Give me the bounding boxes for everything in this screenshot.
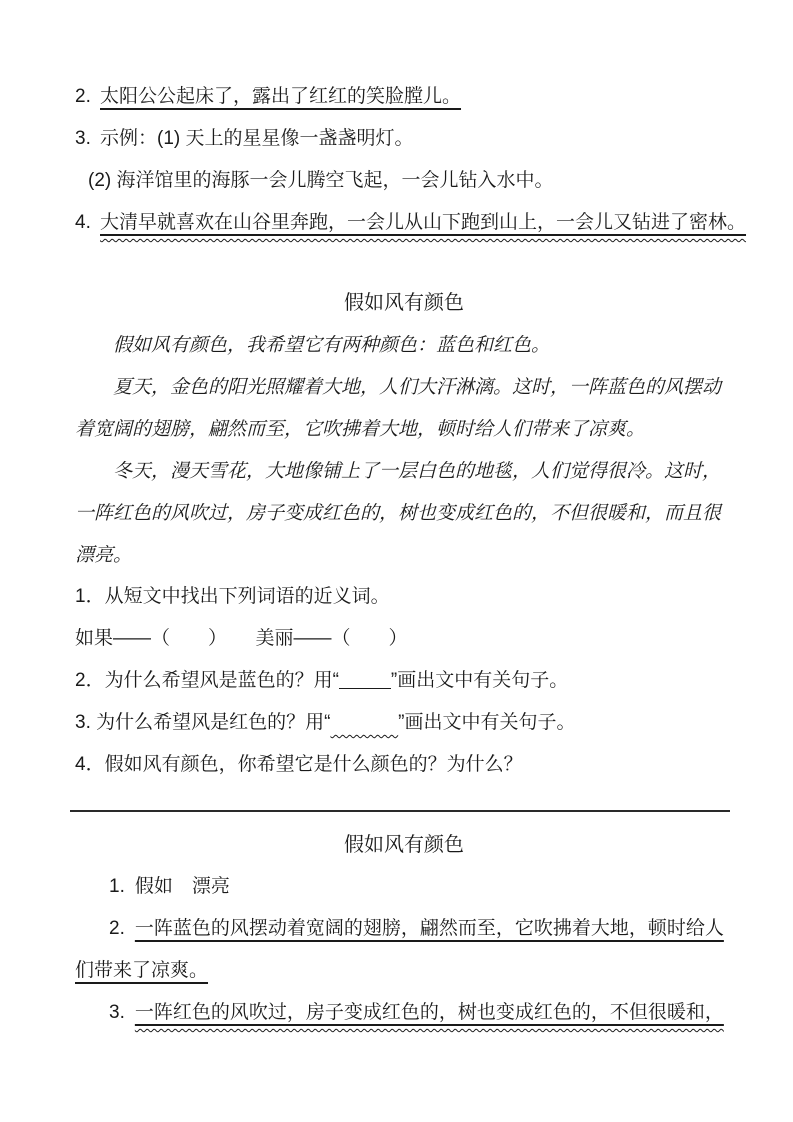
question-text: ”画出文中有关句子。 — [390, 670, 569, 691]
passage-line: 夏天，金色的阳光照耀着大地，人们大汗淋漓。这时，一阵蓝色的风摆动 — [113, 376, 722, 398]
answer-text-underlined: 一阵红色的风吹过，房子变成红色的，树也变成红色的，不但很暖和， — [134, 1002, 724, 1023]
answer-key-3 — [75, 992, 733, 1034]
answer-text-underlined: 一阵蓝色的风摆动着宽阔的翅膀，翩然而至，它吹拂着大地，顿时给人 — [134, 918, 724, 939]
passage-line: 假如风有颜色，我希望它有两种颜色：蓝色和红色。 — [113, 334, 551, 356]
answer-number: 2. — [75, 86, 91, 107]
question-4: 4．假如风有颜色，你希望它是什么颜色的？为什么？ — [75, 754, 523, 775]
passage-line: 着宽阔的翅膀，翩然而至，它吹拂着大地，顿时给人们带来了凉爽。 — [75, 418, 646, 440]
answer-text-underlined: 太阳公公起床了，露出了红红的笑脸膛儿。 — [100, 86, 462, 107]
question-2 — [75, 660, 733, 702]
passage-line: 漂亮。 — [75, 544, 133, 566]
answer-key-title: 假如风有颜色 — [344, 834, 464, 856]
question-text: 3. 为什么希望风是红色的？用“ — [75, 712, 331, 733]
answer-key-section — [75, 866, 733, 1034]
wavy-blank-line — [330, 712, 398, 733]
answer-text: (2) 海洋馆里的海豚一会儿腾空飞起，一会儿钻入水中。 — [88, 170, 554, 191]
wavy-underline-wrap — [100, 212, 746, 233]
questions-section — [75, 576, 733, 786]
answer-line-3b — [75, 160, 733, 202]
answer-key-2 — [75, 908, 733, 950]
answer-line-2 — [75, 76, 733, 118]
answer-number: 1. — [109, 876, 125, 897]
answer-text: 假如 漂亮 — [134, 876, 230, 897]
answer-text-underlined: 们带来了凉爽。 — [75, 960, 209, 981]
question-text: 2．为什么希望风是蓝色的？用“ — [75, 670, 339, 691]
answer-key-2-cont — [75, 950, 733, 992]
question-text: ”画出文中有关句子。 — [398, 712, 576, 733]
answer-number: 2. — [109, 918, 125, 939]
solid-blank-line — [339, 688, 391, 689]
question-3 — [75, 702, 733, 744]
passage-line: 一阵红色的风吹过，房子变成红色的，树也变成红色的，不但很暖和，而且很 — [75, 502, 722, 524]
passage-title: 假如风有颜色 — [344, 292, 464, 314]
answer-text-underlined: 大清早就喜欢在山谷里奔跑，一会儿从山下跑到山上，一会儿又钻进了密林。 — [100, 212, 747, 233]
question-1: 1．从短文中找出下列词语的近义词。 — [75, 586, 390, 607]
answer-text: 示例：(1) 天上的星星像一盏盏明灯。 — [100, 128, 414, 149]
top-answers-section — [75, 76, 747, 244]
question-1-pairs: 如果——（ ） 美丽——（ ） — [75, 628, 408, 649]
wavy-underline-wrap — [135, 1002, 724, 1023]
answer-number: 4. — [75, 212, 91, 233]
passage-body — [75, 324, 733, 576]
passage-line: 冬天，漫天雪花，大地像铺上了一层白色的地毯，人们觉得很冷。这时， — [113, 460, 722, 482]
answer-line-3 — [75, 118, 733, 160]
answer-key-1 — [75, 866, 733, 908]
section-divider — [70, 810, 730, 812]
answer-line-4 — [75, 202, 747, 244]
answer-number: 3. — [75, 128, 91, 149]
answer-number: 3. — [109, 1002, 125, 1023]
